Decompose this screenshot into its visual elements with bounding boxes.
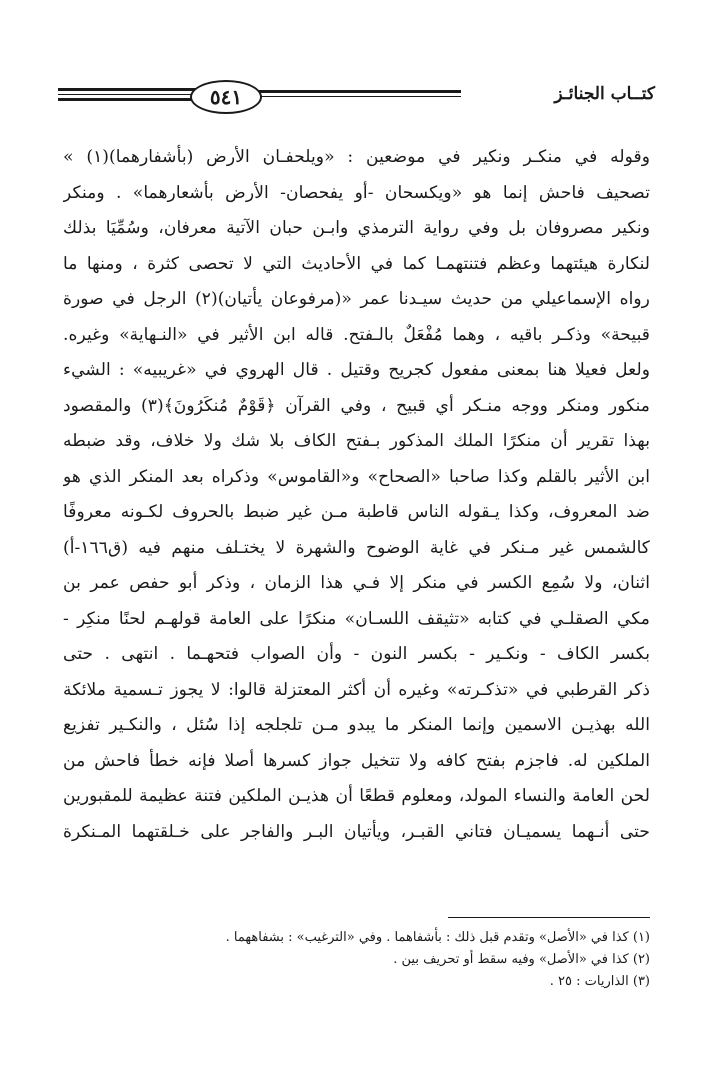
- text-line: ضد المعروف، وكذا يـقوله الناس قاطبة مـن غير ضبط بالحروف لكـونه معروفًا: [63, 502, 650, 522]
- header-rule-left-middle: [58, 94, 198, 95]
- text-line: لحن العامة والنساء المولد، ومعلوم قطعًا أن هذيـن الملكين فتنة عظيمة للمقبورين: [63, 786, 650, 806]
- text-line: رواه الإسماعيلي من حديث سيـدنا عمر «(مرفوعان يأتيان)(٢) الرجل في صورة: [63, 289, 650, 309]
- text-line: الله بهذيـن الاسمين وإنما المنكر ما يبدو مـن تلجلجه إذا سُئل ، والنكـير تفزيع: [63, 715, 650, 735]
- header-rule-left-bottom: [58, 98, 198, 101]
- text-line: مكي الصقلـي في كتابه «تثيقف اللسـان» منكرًا على العامة قولهـم لحنًا منكِر -: [63, 608, 650, 629]
- page-number: ٥٤١: [190, 80, 262, 114]
- text-line: بكسر الكاف - ونكـير - بكسر النون - وأن الصواب فتحهـما . انتهى . حتى: [63, 644, 650, 664]
- text-line: ذكر القرطبي في «تذكـرته» وغيره أن أكثر المعتزلة قالوا: لا يجوز تـسمية ملائكة: [63, 679, 650, 700]
- page-header: [58, 74, 655, 124]
- footnote-1: (١) كذا في «الأصل» وتقدم قبل ذلك : بأشفاهما . وفي «الترغيب» : بشفاههما .: [225, 930, 650, 945]
- text-line: تصحيف فاحش إنما هو «ويكسحان -أو يفحصان- الأرض بأشعارهما» . ومنكر: [63, 182, 650, 203]
- text-line: منكور ومنكر ووجه منـكر أي قبيح ، وفي القرآن ﴿قَوْمٌ مُنكَرُونَ﴾(٣) والمقصود: [63, 395, 650, 416]
- text-line: لنكارة هيئتهما وعظم فتنتهمـا كما في الأحاديث التي لا تحصى كثرة ، ومنها ما: [63, 253, 650, 274]
- footnote-2: (٢) كذا في «الأصل» وفيه سقط أو تحريف بين .: [393, 952, 650, 967]
- text-line: ولعل فعيلا هنا بمعنى مفعول كجريح وقتيل . قال الهروي في «غريبيه» : الشيء: [63, 360, 650, 380]
- header-rule-left-top: [58, 88, 198, 91]
- text-line: الملكين له. فاجزم بفتح كافه ولا تتخيل جواز كسرها أصلا فإنه خطأ فاحش من: [63, 750, 650, 771]
- text-line: ابن الأثير بالقلم وكذا صاحبا «الصحاح» و«القاموس» وذكراه بعد المنكر الذي هو: [63, 466, 650, 487]
- text-line: اثنان، ولا سُمِع الكسر في منكر إلا فـي هذا الزمان ، وذكر أبو حفص عمر بن: [63, 573, 650, 593]
- footnote-3: (٣) الذاريات : ٢٥ .: [549, 974, 650, 989]
- chapter-title: كتــاب الجنائـز: [554, 84, 655, 104]
- main-text: [63, 140, 650, 850]
- text-line: حتى أنـهما يسميـان فتاني القبـر، ويأتيان البـر والفاجر على خـلقتهما المـنكرة: [63, 821, 650, 842]
- text-line: بهذا تقرير أن منكرًا الملك المذكور بـفتح الكاف بلا شك ولا خلاف، وقد ضبطه: [63, 431, 650, 451]
- header-rule-right-bottom: [256, 96, 461, 97]
- header-rule-right-top: [256, 90, 461, 93]
- text-line: ونكير مصروفان بل وفي رواية الترمذي وابـن حبان الآتية معرفان، وسُمِّيَا بذلك: [63, 218, 650, 238]
- text-line: وقوله في منكـر ونكير في موضعين : «ويلحفـان الأرض (بأشفارهما)(١) »: [63, 147, 650, 167]
- footnotes: [63, 927, 650, 993]
- text-line: كالشمس غير مـنكر في غاية الوضوح والشهرة لا يختـلف منهم فيه (ق١٦٦-أ): [63, 537, 650, 558]
- text-line: قبيحة» وذكـر باقيه ، وهما مُفْعَلٌ بالـفتح. قاله ابن الأثير في «النـهاية» وغيره.: [63, 324, 650, 345]
- footnote-separator: [448, 917, 650, 918]
